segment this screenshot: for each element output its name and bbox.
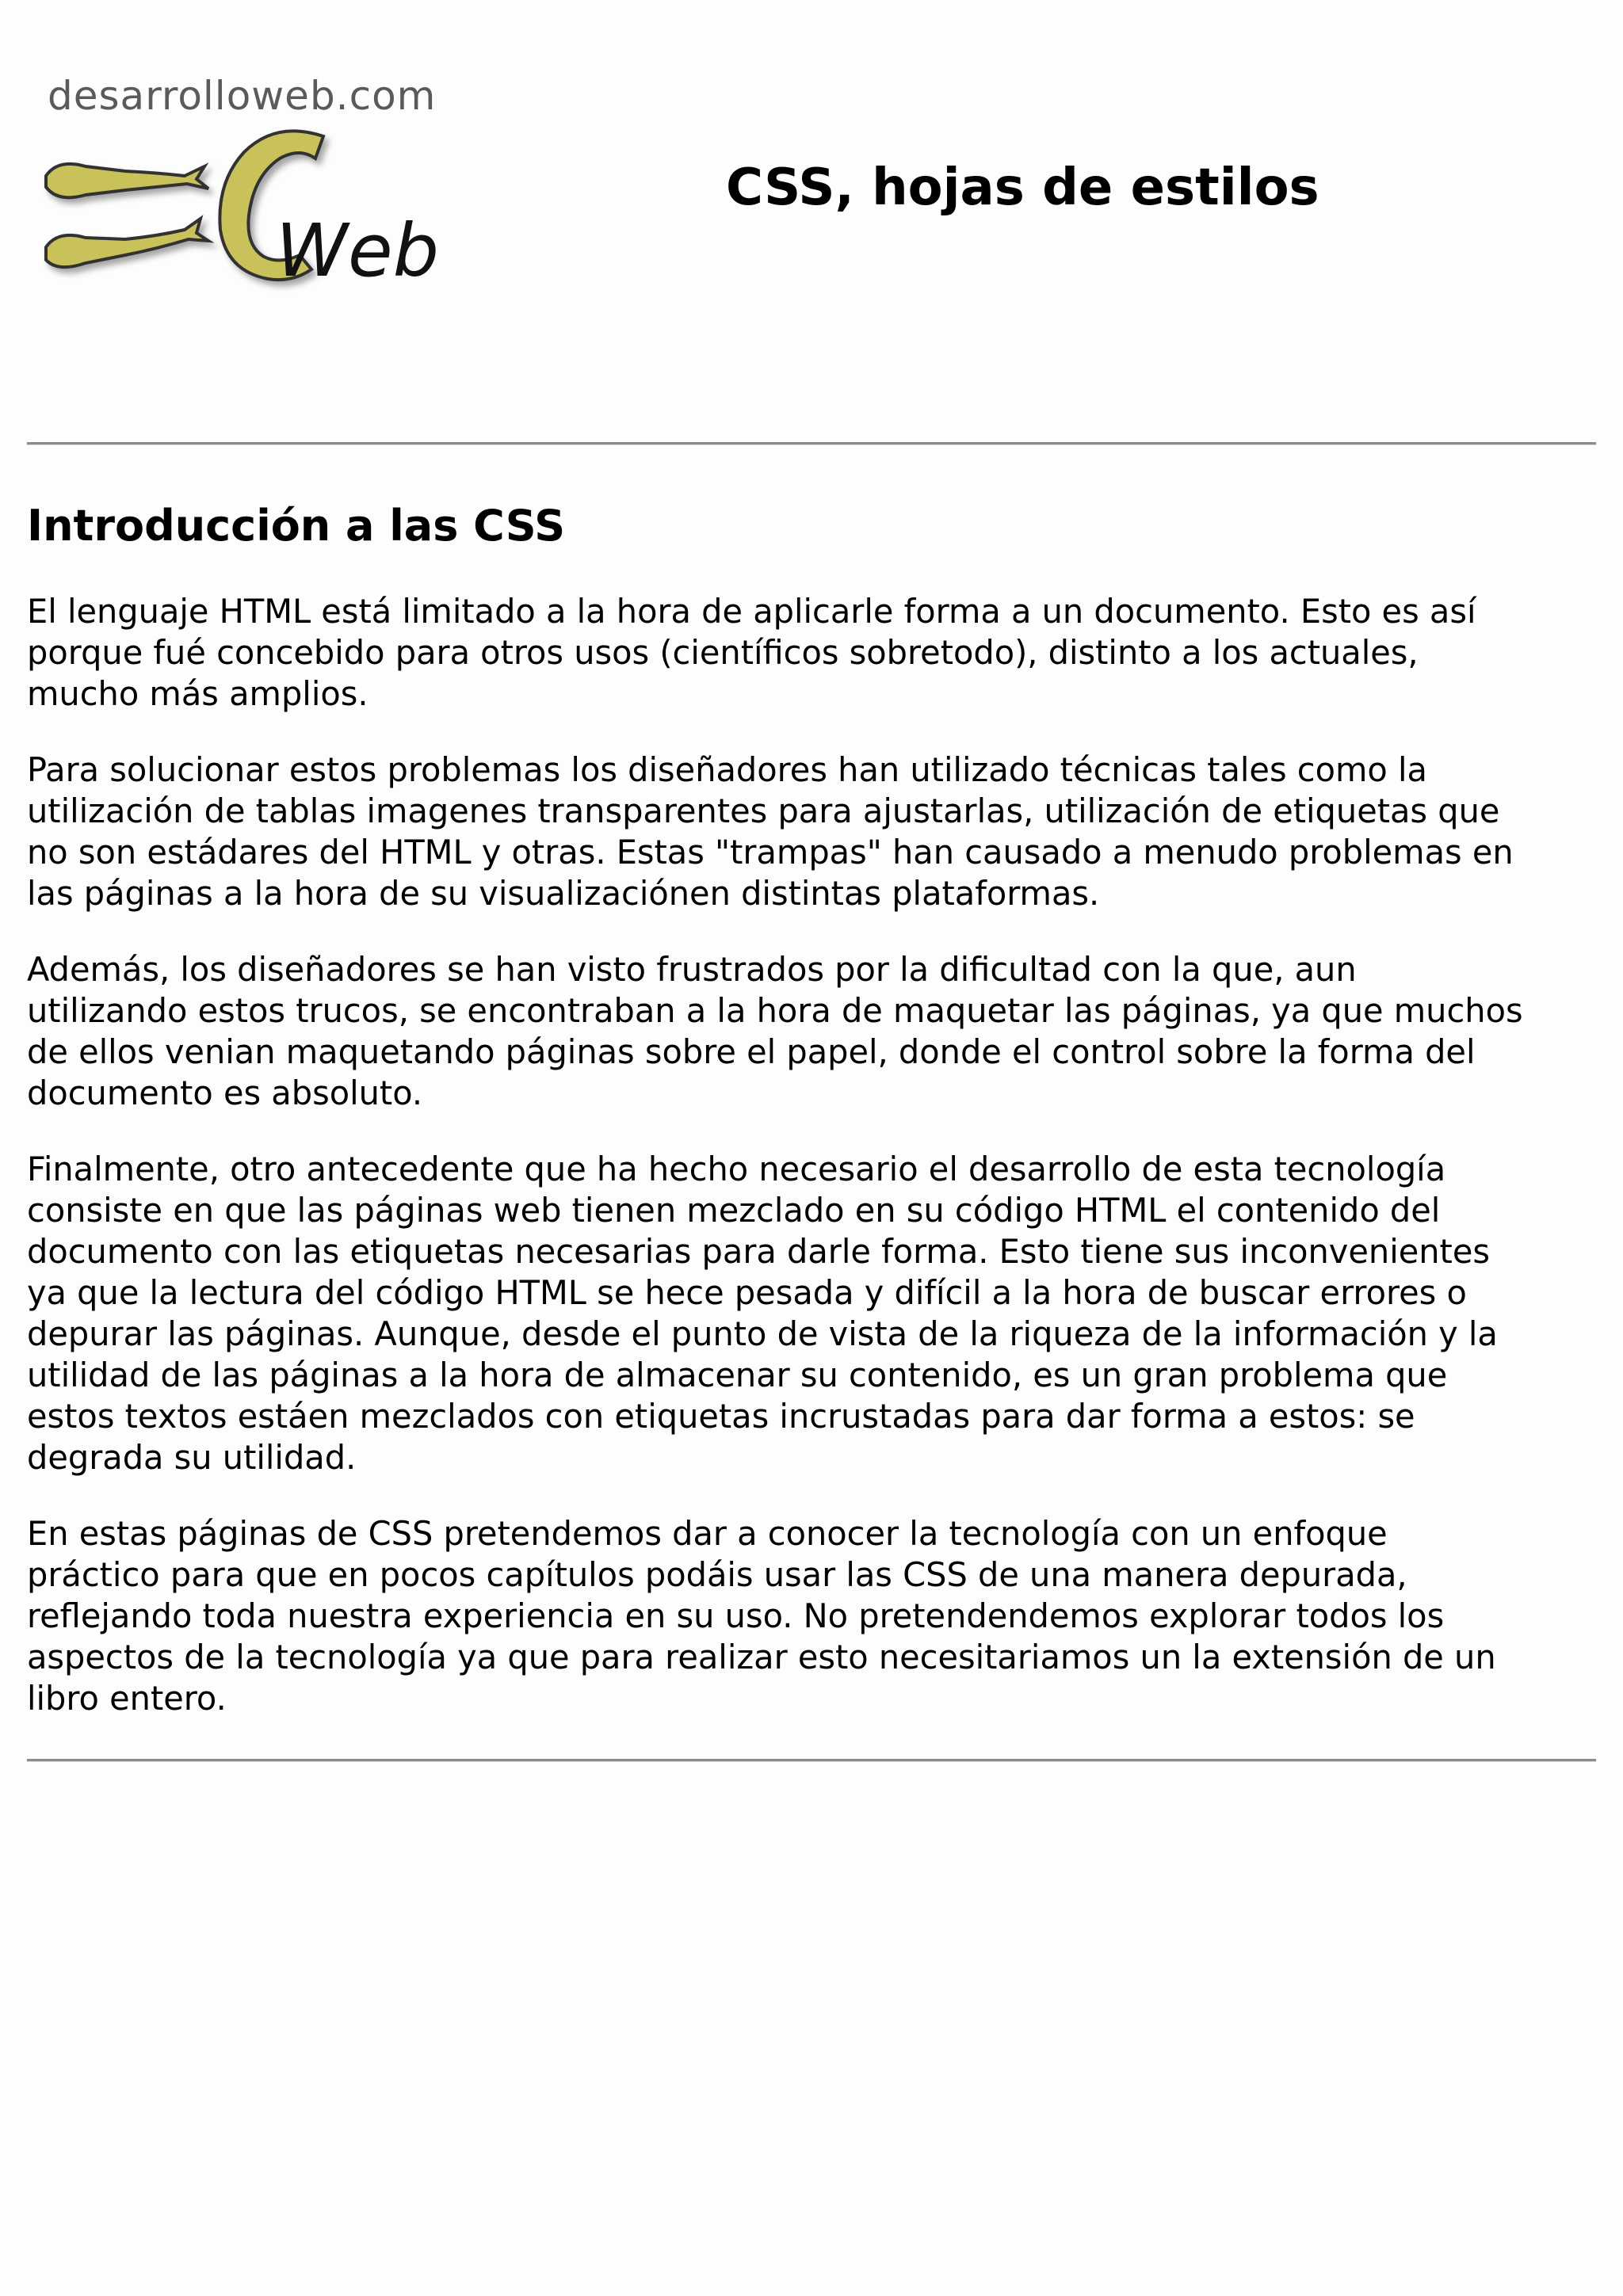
paragraph-line: no son estádares del HTML y otras. Estas "trampas" han causado a menudo problemas en: [27, 833, 1514, 871]
paragraph-line: utilizando estos trucos, se encontraban a la hora de maquetar las páginas, ya que muchos: [27, 991, 1523, 1030]
page-header: [0, 0, 1623, 412]
paragraph-line: Además, los diseñadores se han visto frustrados por la dificultad con la que, aun: [27, 950, 1357, 989]
paragraph-line: En estas páginas de CSS pretendemos dar a conocer la tecnología con un enfoque: [27, 1514, 1388, 1553]
paragraph-line: Para solucionar estos problemas los diseñadores han utilizado técnicas tales como la: [27, 750, 1427, 789]
paragraph-line: utilización de tablas imagenes transparentes para ajustarlas, utilización de etiquetas que: [27, 791, 1500, 830]
paragraph-line: práctico para que en pocos capítulos podáis usar las CSS de una manera depurada,: [27, 1555, 1407, 1594]
document-title: CSS, hojas de estilos: [726, 158, 1319, 217]
bottom-divider: [27, 1759, 1596, 1762]
paragraph-3: [27, 949, 1596, 1114]
paragraph-line: reflejando toda nuestra experiencia en su uso. No pretendendemos explorar todos los: [27, 1596, 1445, 1635]
paragraph-line: aspectos de la tecnología ya que para realizar esto necesitariamos un la extensión de un: [27, 1638, 1496, 1676]
site-logo: [38, 73, 466, 311]
paragraph-line: documento es absoluto.: [27, 1074, 423, 1112]
paragraph-line: estos textos estáen mezclados con etiquetas incrustadas para dar forma a estos: se: [27, 1397, 1415, 1436]
paragraph-line: depurar las páginas. Aunque, desde el punto de vista de la riqueza de la información y la: [27, 1314, 1498, 1353]
logo-mark-text: Web: [276, 208, 439, 293]
paragraph-line: las páginas a la hora de su visualizaciónen distintas plataformas.: [27, 874, 1100, 913]
paragraph-line: consiste en que las páginas web tienen mezclado en su código HTML el contenido del: [27, 1191, 1441, 1230]
darts-web-logo-graphic: [38, 120, 466, 311]
paragraph-4: [27, 1149, 1596, 1478]
section-title: Introducción a las CSS: [27, 501, 566, 551]
paragraph-line: degrada su utilidad.: [27, 1438, 357, 1477]
paragraph-line: utilidad de las páginas a la hora de almacenar su contenido, es un gran problema que: [27, 1356, 1448, 1394]
paragraph-line: libro entero.: [27, 1679, 227, 1718]
paragraph-line: porque fué concebido para otros usos (científicos sobretodo), distinto a los actuales,: [27, 633, 1419, 672]
paragraph-1: [27, 591, 1596, 715]
paragraph-line: de ellos venian maquetando páginas sobre el papel, donde el control sobre la forma del: [27, 1032, 1476, 1071]
paragraph-2: [27, 749, 1596, 914]
paragraph-line: mucho más amplios.: [27, 674, 369, 713]
paragraph-line: documento con las etiquetas necesarias para darle forma. Esto tiene sus inconvenientes: [27, 1232, 1490, 1271]
main-content: [27, 498, 1596, 1754]
paragraph-line: El lenguaje HTML está limitado a la hora de aplicarle forma a un documento. Esto es así: [27, 592, 1476, 631]
top-divider: [27, 442, 1596, 445]
logo-wordmark: desarrolloweb.com: [48, 73, 437, 119]
paragraph-5: [27, 1513, 1596, 1719]
paragraph-line: ya que la lectura del código HTML se hece pesada y difícil a la hora de buscar errores o: [27, 1273, 1467, 1312]
paragraph-line: Finalmente, otro antecedente que ha hecho necesario el desarrollo de esta tecnología: [27, 1150, 1446, 1188]
